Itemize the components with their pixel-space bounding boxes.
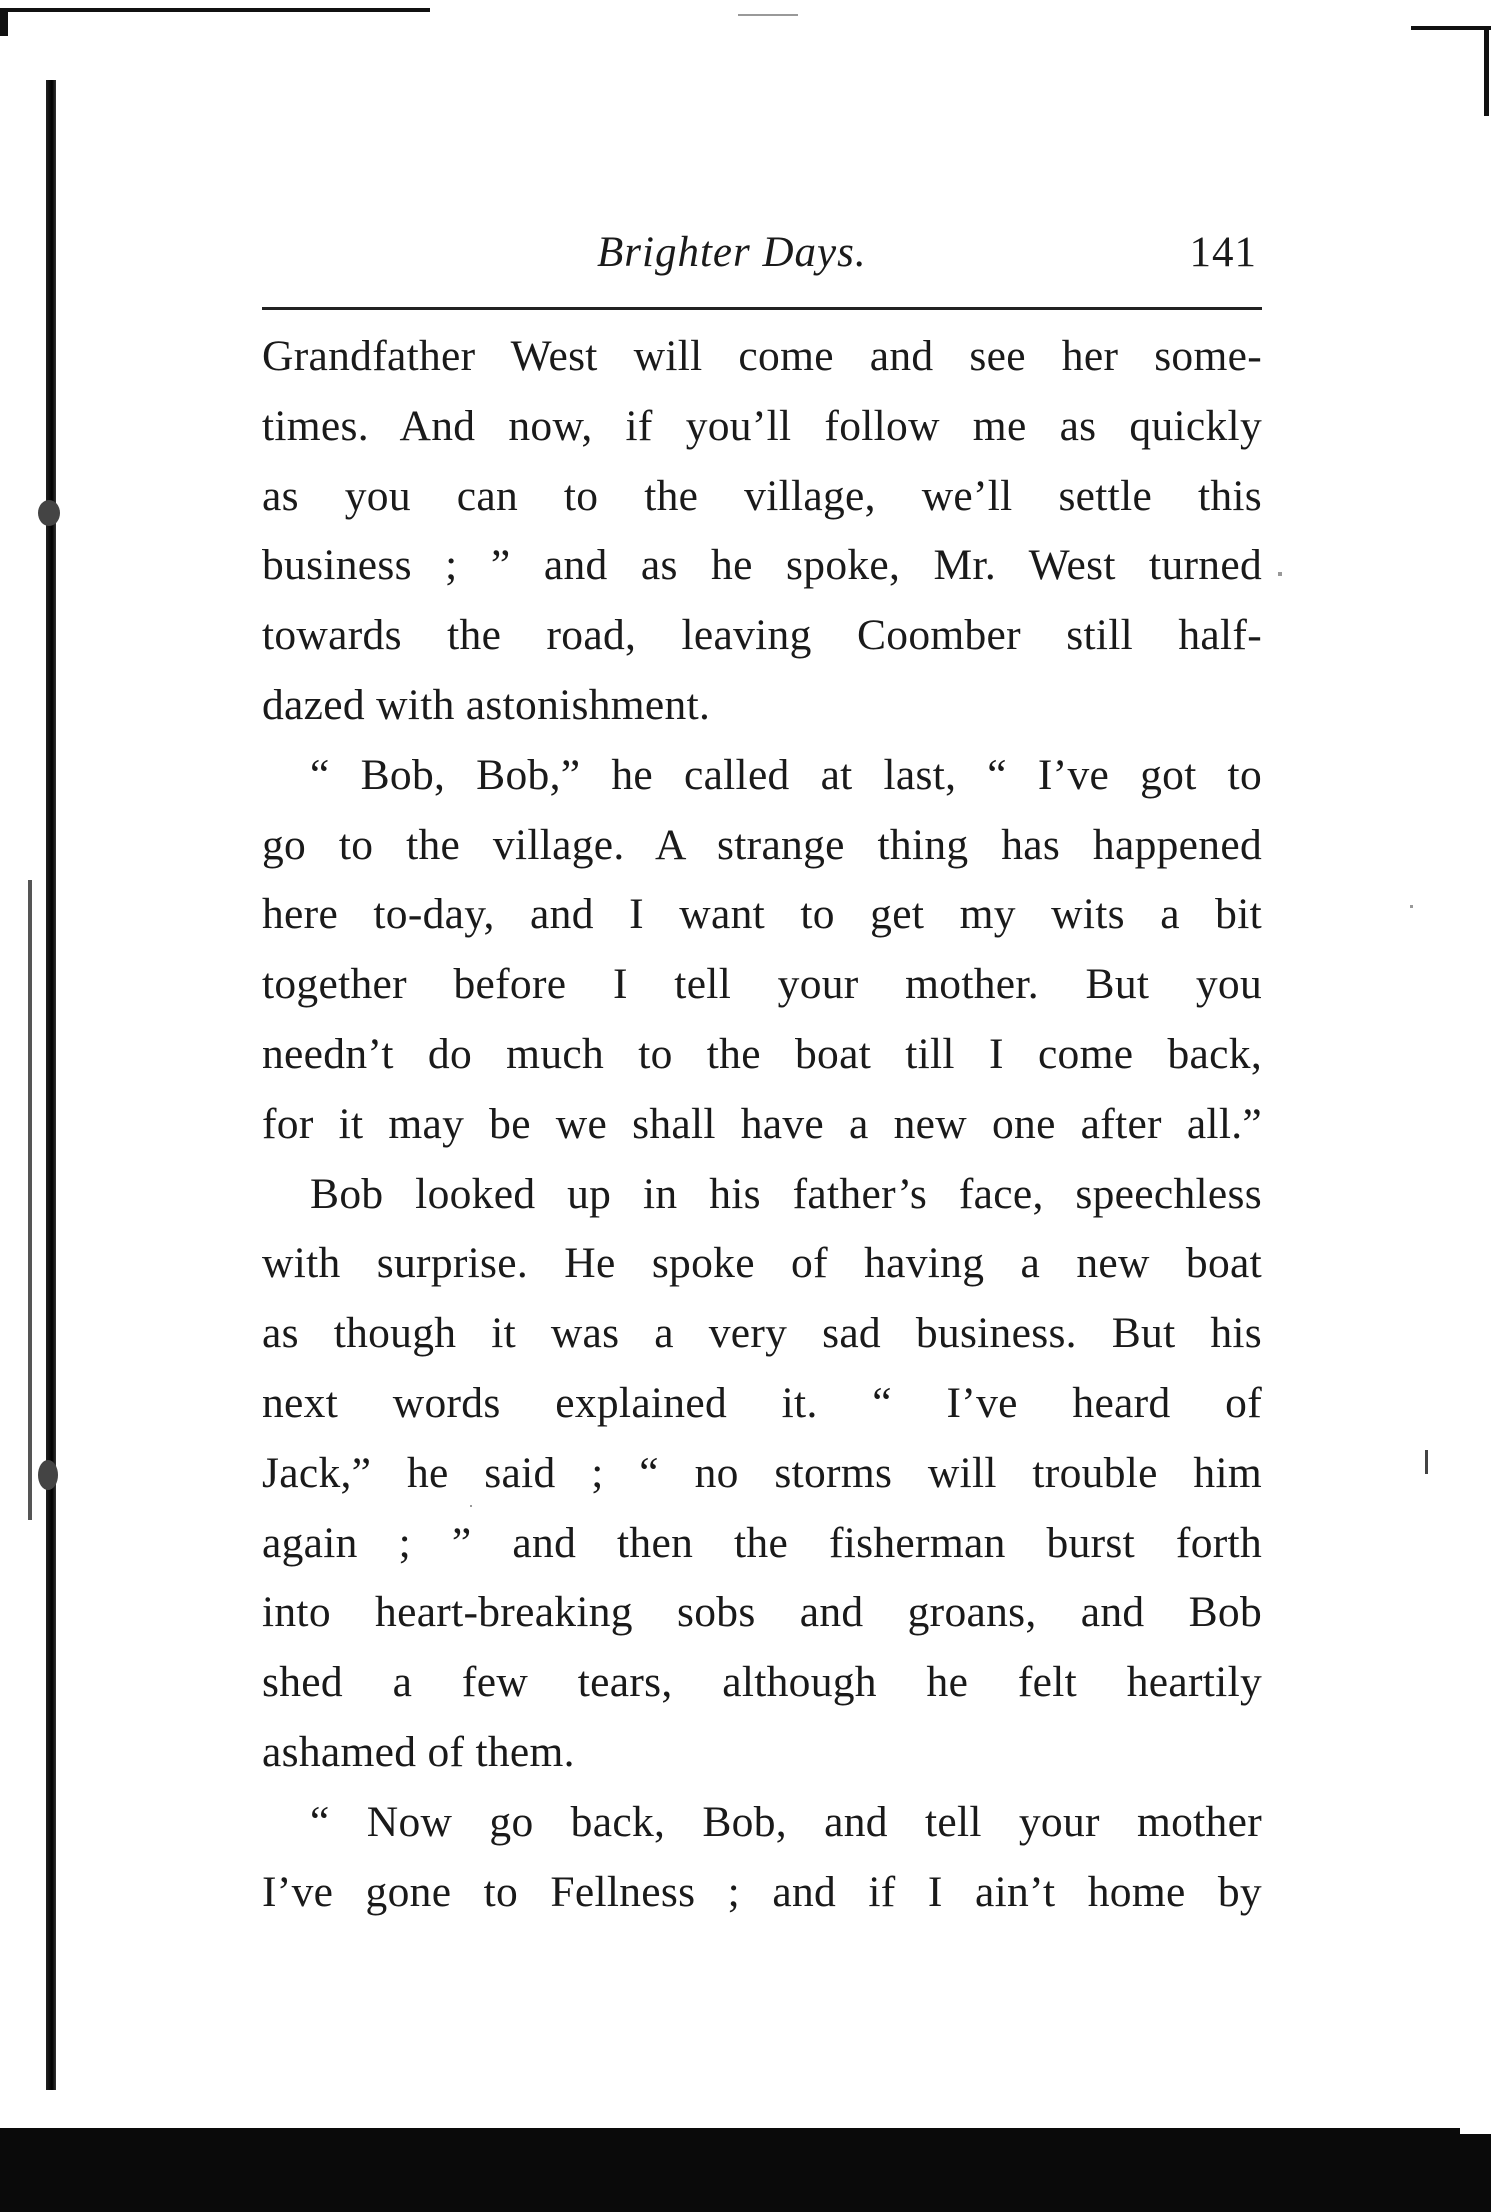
text-line: ashamed of them. [262, 1727, 575, 1776]
text-line: Bob looked up in his father’s face, speechless [310, 1169, 1262, 1218]
text-line: I’ve gone to Fellness ; and if I ain’t home by [262, 1867, 1262, 1916]
body-text [262, 322, 1262, 1927]
text-line: shed a few tears, although he felt heartily [262, 1658, 1262, 1707]
scan-edge-top-left-hook [0, 8, 8, 36]
text-line: together before I tell your mother. But you [262, 960, 1262, 1009]
scan-speck [1410, 905, 1413, 908]
text-line: go to the village. A strange thing has happened [262, 820, 1262, 869]
scan-speck [1278, 572, 1282, 576]
text-line: into heart-breaking sobs and groans, and Bob [262, 1588, 1262, 1637]
scan-speck [38, 1460, 58, 1490]
scan-speck [1425, 1450, 1428, 1474]
running-head [262, 218, 1262, 288]
text-line: dazed with astonishment. [262, 680, 711, 729]
text-line: as you can to the village, we’ll settle this [262, 471, 1262, 520]
text-line: for it may be we shall have a new one after all.” [262, 1099, 1262, 1148]
text-line: as though it was a very sad business. But his [262, 1309, 1262, 1358]
text-line: “ Bob, Bob,” he called at last, “ I’ve got to [310, 750, 1262, 799]
scan-edge-top-right [1411, 26, 1491, 30]
text-line: towards the road, leaving Coomber still half- [262, 611, 1262, 660]
scan-edge-top-left [0, 8, 430, 12]
scan-speck [38, 500, 60, 526]
scan-edge-bottom [0, 2134, 1491, 2212]
text-line: here to-day, and I want to get my wits a bit [262, 890, 1262, 939]
scan-edge-right [1484, 26, 1489, 116]
text-line: Jack,” he said ; “ no storms will trouble him [262, 1448, 1262, 1497]
text-line: business ; ” and as he spoke, Mr. West turned [262, 541, 1262, 590]
page-number: 141 [1189, 229, 1257, 276]
text-line: again ; ” and then the fisherman burst forth [262, 1518, 1262, 1567]
text-line: next words explained it. “ I’ve heard of [262, 1378, 1262, 1427]
book-spine-shadow-secondary [28, 880, 32, 1520]
scan-speck [738, 14, 798, 16]
text-line: times. And now, if you’ll follow me as quickly [262, 401, 1262, 450]
book-spine-shadow [46, 80, 56, 2090]
text-line: needn’t do much to the boat till I come back, [262, 1029, 1262, 1078]
running-head-title: Brighter Days. [597, 229, 867, 276]
text-line: Grandfather West will come and see her some- [262, 332, 1262, 380]
text-line: with surprise. He spoke of having a new boat [262, 1239, 1262, 1288]
text-line: “ Now go back, Bob, and tell your mother [310, 1797, 1262, 1846]
header-rule [262, 307, 1262, 310]
